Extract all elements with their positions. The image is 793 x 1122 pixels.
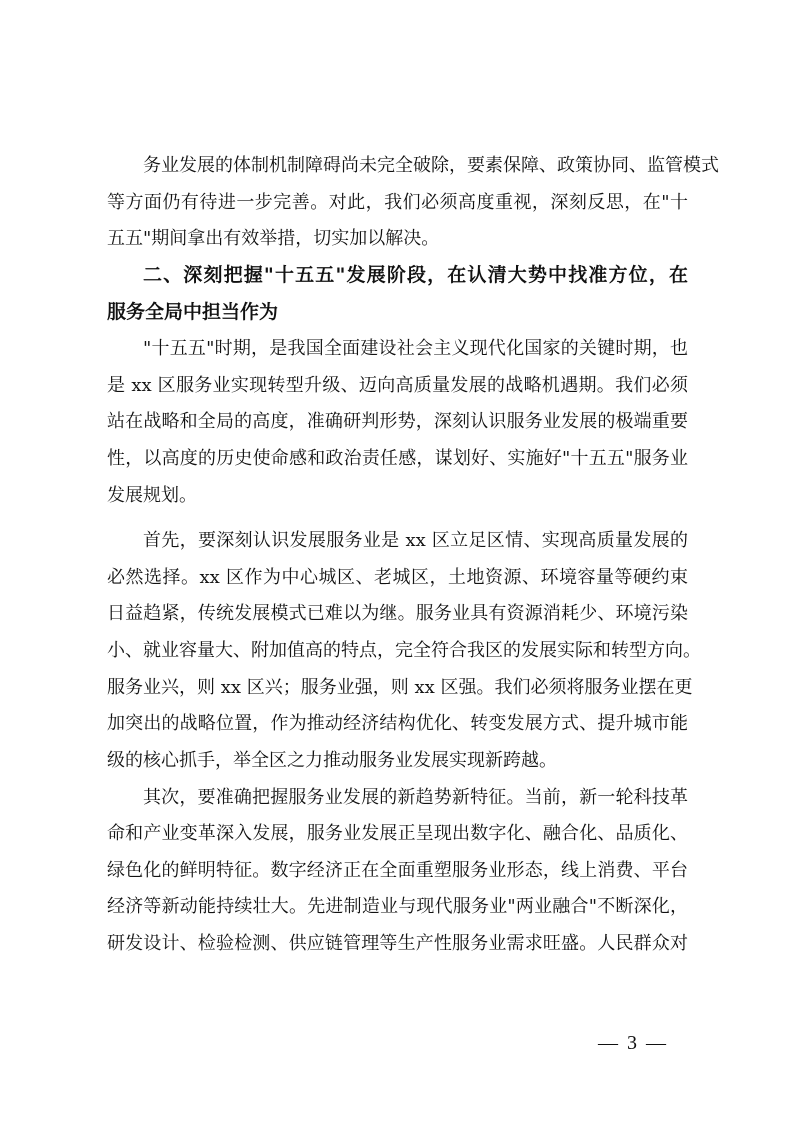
section-heading-line: 二、深刻把握"十五五"发展阶段，在认清大势中找准方位，在 <box>143 264 688 286</box>
paragraph-line: 加突出的战略位置，作为推动经济结构优化、转变发展方式、提升城市能 <box>107 713 688 734</box>
paragraph-line: 服务业兴，则 xx 区兴；服务业强，则 xx 区强。我们必须将服务业摆在更 <box>107 677 693 698</box>
paragraph-line: 是 xx 区服务业实现转型升级、迈向高质量发展的战略机遇期。我们必须 <box>107 375 688 396</box>
paragraph-line: 站在战略和全局的高度，准确研判形势，深刻认识服务业发展的极端重要 <box>107 411 688 432</box>
paragraph-line: 首先，要深刻认识发展服务业是 xx 区立足区情、实现高质量发展的 <box>143 530 688 551</box>
paragraph-line: 五五"期间拿出有效举措，切实加以解决。 <box>107 228 440 249</box>
paragraph-line: 绿色化的鲜明特征。数字经济正在全面重塑服务业形态，线上消费、平台 <box>107 860 688 881</box>
paragraph-line: 务业发展的体制机制障碍尚未完全破除，要素保障、政策协同、监管模式 <box>143 155 719 176</box>
page-number: — 3 — <box>598 1032 668 1054</box>
paragraph-line: 小、就业容量大、附加值高的特点，完全符合我区的发展实际和转型方向。 <box>107 640 701 661</box>
paragraph-line: 发展规划。 <box>107 485 197 506</box>
paragraph-line: 日益趋紧，传统发展模式已难以为继。服务业具有资源消耗少、环境污染 <box>107 603 688 624</box>
paragraph-line: 级的核心抓手，举全区之力推动服务业发展实现新跨越。 <box>107 750 557 771</box>
paragraph-line: "十五五"时期，是我国全面建设社会主义现代化国家的关键时期，也 <box>143 338 688 359</box>
paragraph-line: 经济等新动能持续壮大。先进制造业与现代服务业"两业融合"不断深化， <box>107 896 688 917</box>
paragraph-line: 等方面仍有待进一步完善。对此，我们必须高度重视，深刻反思，在"十 <box>107 192 688 213</box>
paragraph-line: 命和产业变革深入发展，服务业发展正呈现出数字化、融合化、品质化、 <box>107 823 688 844</box>
paragraph-line: 研发设计、检验检测、供应链管理等生产性服务业需求旺盛。人民群众对 <box>107 933 688 954</box>
paragraph-line: 必然选择。xx 区作为中心城区、老城区，土地资源、环境容量等硬约束 <box>107 567 688 588</box>
section-heading-line: 服务全局中担当作为 <box>107 301 279 323</box>
paragraph-line: 其次，要准确把握服务业发展的新趋势新特征。当前，新一轮科技革 <box>143 787 688 808</box>
paragraph-line: 性，以高度的历史使命感和政治责任感，谋划好、实施好"十五五"服务业 <box>107 448 688 469</box>
